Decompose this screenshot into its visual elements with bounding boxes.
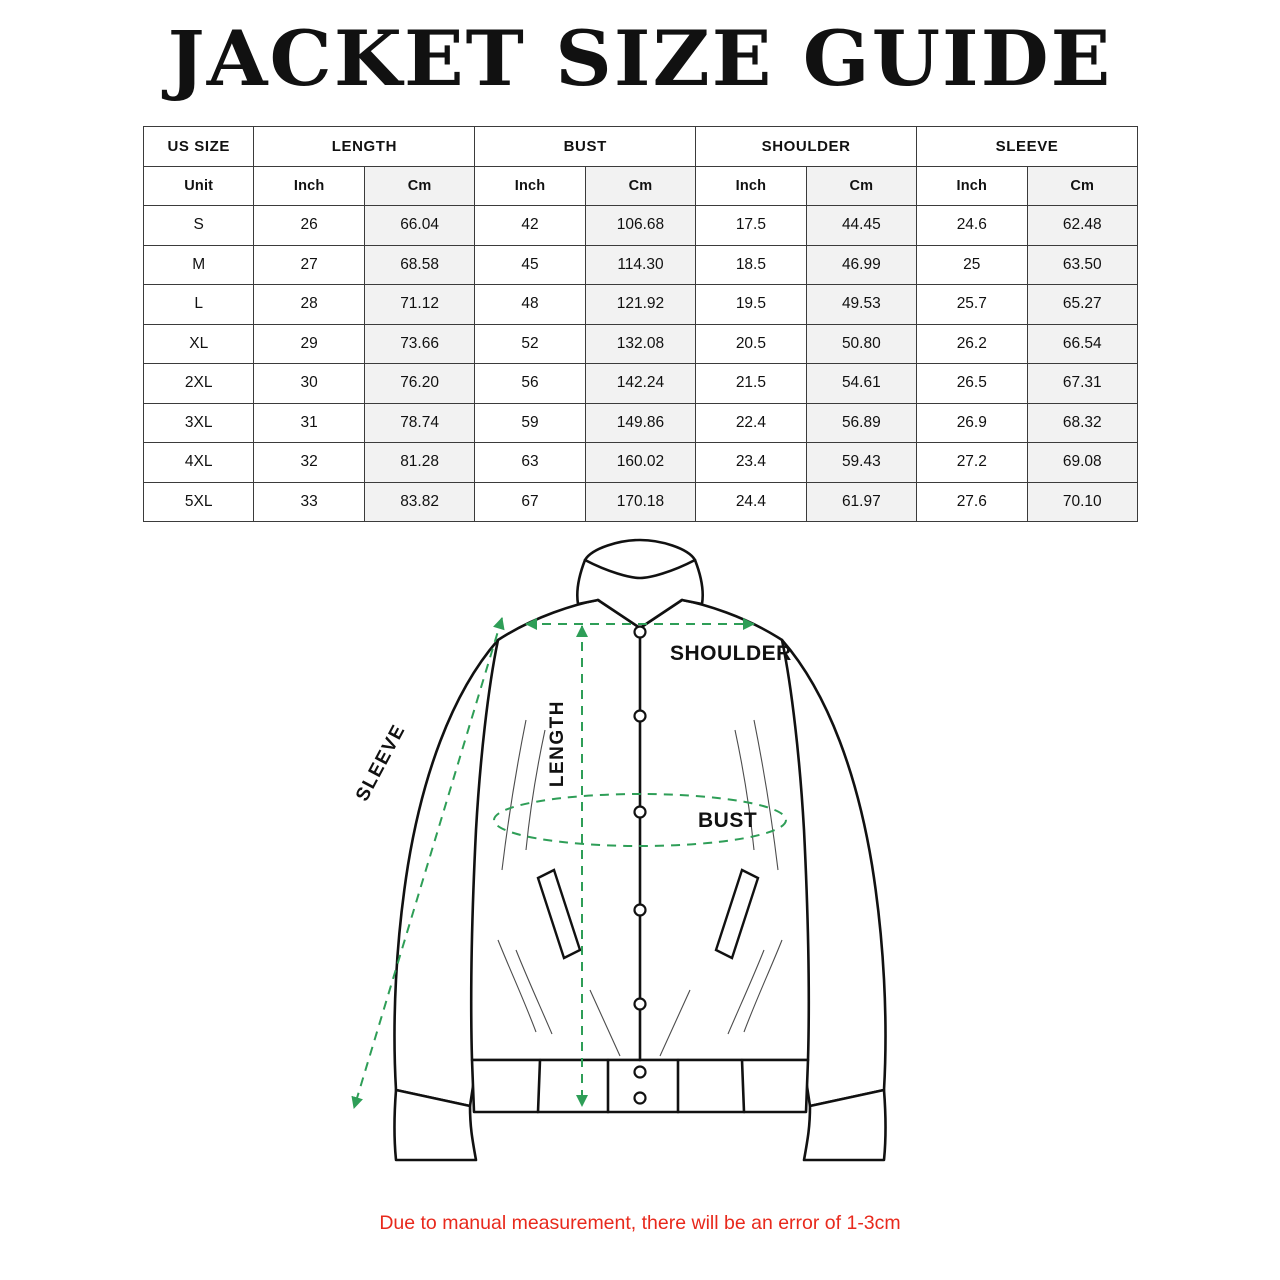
cell-value: 44.45 [806,206,916,246]
cell-size: 5XL [144,482,254,522]
cell-value: 24.4 [696,482,806,522]
cell-value: 49.53 [806,285,916,325]
cell-value: 78.74 [364,403,474,443]
header-bust: BUST [475,127,696,167]
cell-value: 67 [475,482,585,522]
cell-value: 18.5 [696,245,806,285]
unit-length-inch: Inch [254,166,364,206]
cell-value: 132.08 [585,324,695,364]
table-row [144,443,1138,483]
cell-value: 22.4 [696,403,806,443]
table-unit-row [144,166,1138,206]
cell-value: 25 [917,245,1027,285]
table-row [144,364,1138,404]
cell-value: 32 [254,443,364,483]
label-shoulder: SHOULDER [670,642,792,665]
cell-value: 149.86 [585,403,695,443]
cell-value: 170.18 [585,482,695,522]
cell-value: 68.32 [1027,403,1138,443]
cell-value: 65.27 [1027,285,1138,325]
cell-value: 71.12 [364,285,474,325]
cell-value: 46.99 [806,245,916,285]
cell-value: 67.31 [1027,364,1138,404]
cell-value: 142.24 [585,364,695,404]
cell-value: 52 [475,324,585,364]
unit-bust-inch: Inch [475,166,585,206]
unit-length-cm: Cm [364,166,474,206]
cell-value: 33 [254,482,364,522]
cell-value: 48 [475,285,585,325]
cell-value: 66.04 [364,206,474,246]
unit-bust-cm: Cm [585,166,695,206]
cell-size: 2XL [144,364,254,404]
cell-value: 26 [254,206,364,246]
cell-value: 27.2 [917,443,1027,483]
cell-value: 54.61 [806,364,916,404]
cell-value: 70.10 [1027,482,1138,522]
cell-size: S [144,206,254,246]
page-title: JACKET SIZE GUIDE [167,14,1113,103]
cell-value: 30 [254,364,364,404]
cell-value: 63.50 [1027,245,1138,285]
cell-value: 81.28 [364,443,474,483]
cell-value: 42 [475,206,585,246]
header-us-size: US SIZE [144,127,254,167]
label-sleeve: SLEEVE [352,720,410,805]
header-sleeve: SLEEVE [917,127,1138,167]
cell-size: XL [144,324,254,364]
cell-value: 56 [475,364,585,404]
cell-value: 20.5 [696,324,806,364]
cell-value: 66.54 [1027,324,1138,364]
cell-value: 63 [475,443,585,483]
unit-sleeve-cm: Cm [1027,166,1138,206]
table-row [144,482,1138,522]
header-length: LENGTH [254,127,475,167]
cell-value: 17.5 [696,206,806,246]
cell-value: 69.08 [1027,443,1138,483]
cell-value: 56.89 [806,403,916,443]
cell-value: 50.80 [806,324,916,364]
cell-value: 25.7 [917,285,1027,325]
unit-shoulder-cm: Cm [806,166,916,206]
unit-sleeve-inch: Inch [917,166,1027,206]
cell-value: 45 [475,245,585,285]
cell-value: 59 [475,403,585,443]
unit-label: Unit [144,166,254,206]
cell-value: 106.68 [585,206,695,246]
table-row [144,245,1138,285]
cell-value: 27 [254,245,364,285]
cell-value: 76.20 [364,364,474,404]
cell-value: 68.58 [364,245,474,285]
cell-value: 26.9 [917,403,1027,443]
cell-value: 31 [254,403,364,443]
table-row [144,285,1138,325]
cell-value: 83.82 [364,482,474,522]
measurement-note: Due to manual measurement, there will be an error of 1-3cm [379,1212,901,1234]
cell-value: 59.43 [806,443,916,483]
cell-value: 29 [254,324,364,364]
cell-value: 61.97 [806,482,916,522]
header-shoulder: SHOULDER [696,127,917,167]
cell-size: M [144,245,254,285]
cell-value: 121.92 [585,285,695,325]
cell-value: 19.5 [696,285,806,325]
cell-size: 3XL [144,403,254,443]
table-group-header-row [144,127,1138,167]
table-row [144,206,1138,246]
size-chart-table [143,126,1138,522]
jacket-illustration [330,520,950,1180]
cell-value: 27.6 [917,482,1027,522]
label-bust: BUST [698,809,758,832]
cell-value: 26.2 [917,324,1027,364]
cell-value: 28 [254,285,364,325]
cell-size: L [144,285,254,325]
cell-value: 160.02 [585,443,695,483]
cell-value: 62.48 [1027,206,1138,246]
cell-value: 21.5 [696,364,806,404]
cell-value: 73.66 [364,324,474,364]
cell-value: 23.4 [696,443,806,483]
label-length: LENGTH [547,700,568,788]
table-row [144,403,1138,443]
cell-value: 114.30 [585,245,695,285]
unit-shoulder-inch: Inch [696,166,806,206]
cell-value: 24.6 [917,206,1027,246]
table-body [144,206,1138,522]
cell-size: 4XL [144,443,254,483]
table-row [144,324,1138,364]
cell-value: 26.5 [917,364,1027,404]
